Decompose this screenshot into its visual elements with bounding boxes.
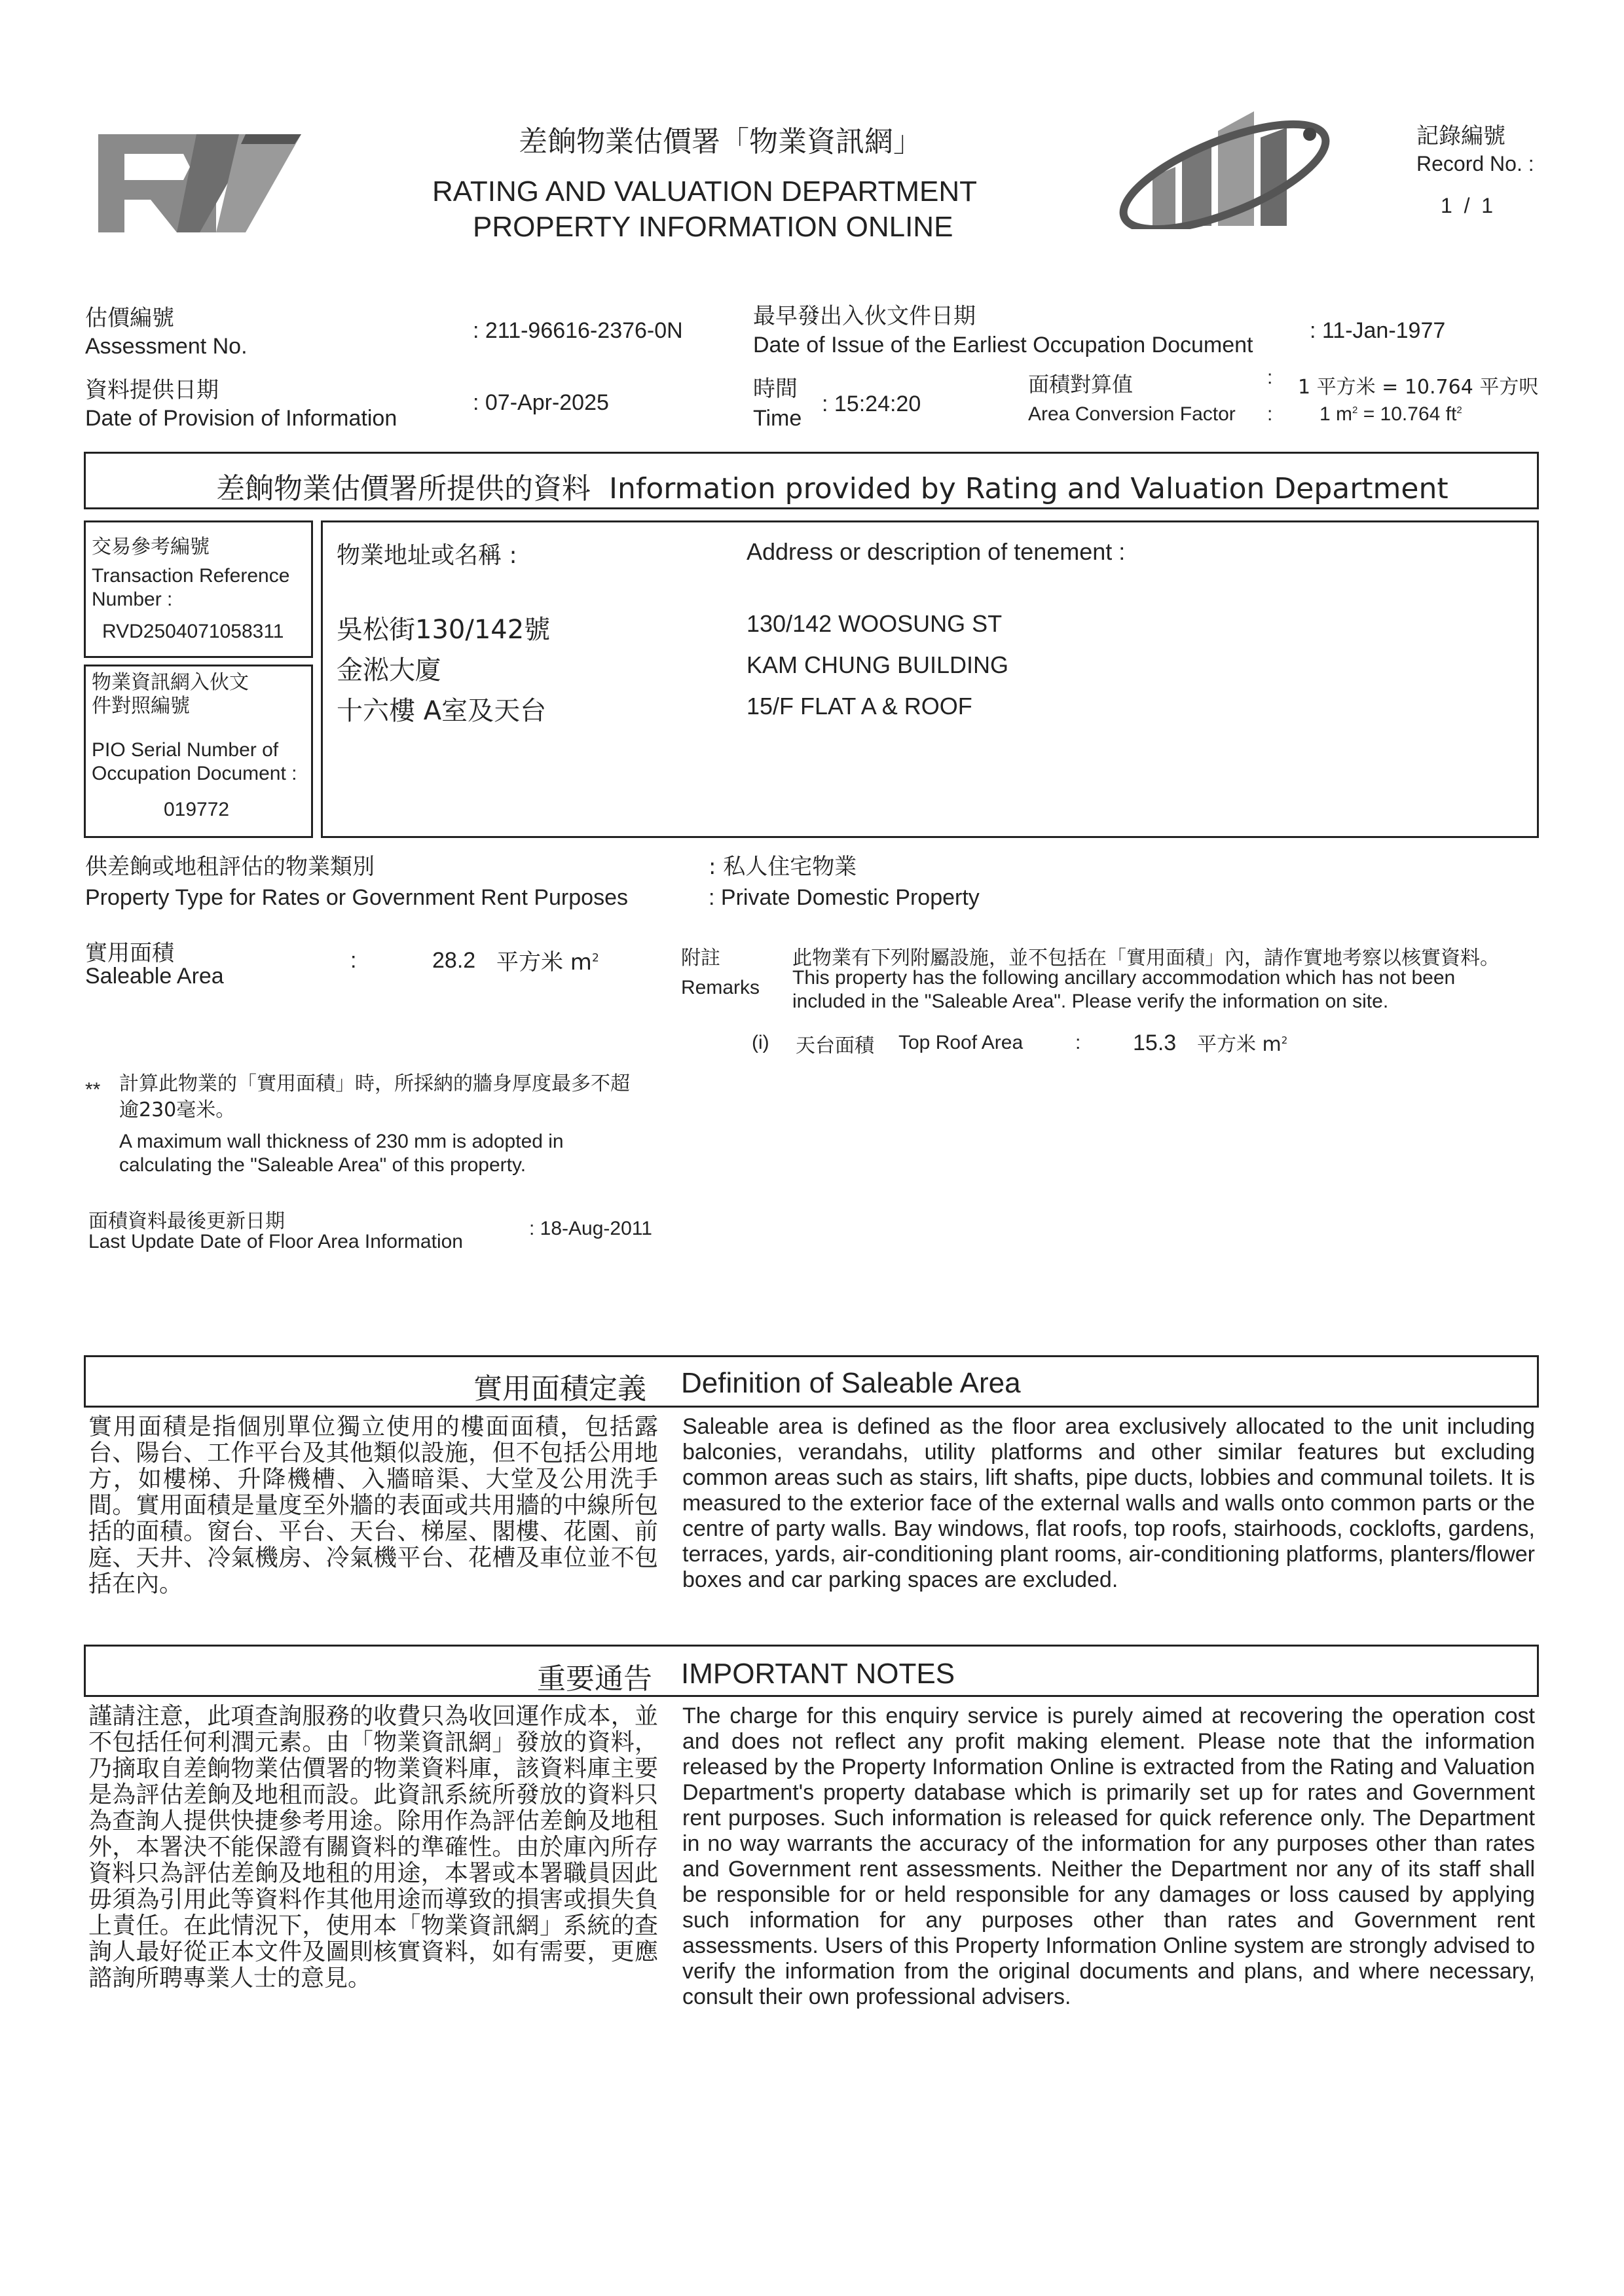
wall-note-zh: 計算此物業的「實用面積」時，所採納的牆身厚度最多不超逾230毫米。 [119, 1072, 630, 1121]
remarks-label-en: Remarks [681, 977, 760, 998]
earliest-doc-label-en: Date of Issue of the Earliest Occupation Document [753, 333, 1253, 357]
conversion-label-zh: 面積對算值 [1028, 372, 1134, 397]
provision-label-en: Date of Provision of Information [85, 406, 397, 431]
remarks-item-index: (i) [752, 1032, 769, 1053]
top-roof-colon: : [1075, 1032, 1081, 1053]
address-en-line3: 15/F FLAT A & ROOF [747, 693, 972, 720]
transaction-label-zh: 交易參考編號 [92, 536, 210, 558]
address-zh-line2: 金淞大廈 [337, 655, 441, 685]
conversion-colon-1: : [1267, 367, 1273, 388]
saleable-area-label-en: Saleable Area [85, 964, 224, 989]
saleable-area-colon: : [350, 948, 357, 973]
record-number: 1 / 1 [1441, 194, 1494, 217]
assessment-label-zh: 估價編號 [85, 305, 174, 331]
definition-heading-zh: 實用面積定義 [473, 1372, 646, 1406]
pio-label-en: PIO Serial Number of Occupation Document : [92, 739, 297, 784]
title-english-line2: PROPERTY INFORMATION ONLINE [473, 211, 953, 243]
buildings-logo [1113, 105, 1336, 229]
top-roof-label-zh: 天台面積 [796, 1034, 874, 1057]
saleable-area-value: 28.2 [432, 948, 476, 973]
time-label-zh: 時間 [753, 376, 798, 402]
conversion-label-en: Area Conversion Factor [1028, 403, 1236, 425]
rv-logo [85, 128, 301, 239]
top-roof-value: 15.3 [1133, 1030, 1177, 1055]
address-zh-line1: 吳松街130/142號 [337, 615, 551, 645]
notes-text-en: The charge for this enquiry service is purely aimed at recovering the operation cost and does not reflect any profit making element. Please note that the information released by the Property Information Online is extracted from the Rating and Valuation Department's property database which is primarily set up for rates and Government rent purposes. Such information is released for quick reference only. The Department in no way warrants the accuracy of the information for any purposes other than rates and Government rent assessments. Neither the Department nor any of its staff shall be responsible for or held responsible for any damages or loss caused by applying such information for any purposes other than rates and Government rent assessments. Users of this Property Information Online system are strongly advised to verify the information from the original documents and plans, and where necessary, consult their own professional advisers. [682, 1704, 1535, 2009]
property-type-value-zh: : 私人住宅物業 [709, 854, 857, 880]
pio-label-zh: 物業資訊網入伙文件對照編號 [92, 671, 249, 718]
property-type-value-en: : Private Domestic Property [709, 885, 980, 910]
transaction-number: RVD2504071058311 [102, 621, 284, 642]
definition-text-en: Saleable area is defined as the floor area exclusively allocated to the unit including balconies, verandahs, utility platforms and other similar features but excluding common areas such as stairs, lift shafts, pipe ducts, lobbies and communal toilets. It is measured to the exterior face of the external walls and walls onto common parts or the centre of party walls. Bay windows, flat roofs, top roofs, stairhoods, cocklofts, gardens, terraces, yards, air-conditioning plant rooms, air-conditioning platforms, planters/flower boxes and car parking spaces are excluded. [682, 1414, 1535, 1592]
record-label-chinese: 記錄編號 [1416, 123, 1505, 149]
earliest-doc-label-zh: 最早發出入伙文件日期 [753, 303, 976, 329]
notes-heading-en: IMPORTANT NOTES [681, 1658, 955, 1690]
last-update-date: : 18-Aug-2011 [529, 1218, 652, 1239]
notes-heading-zh: 重要通告 [537, 1662, 652, 1696]
pio-serial-number: 019772 [164, 799, 230, 820]
address-zh-line3: 十六樓 A室及天台 [337, 696, 547, 726]
earliest-doc-date: : 11-Jan-1977 [1310, 318, 1446, 343]
provision-label-zh: 資料提供日期 [85, 377, 219, 403]
top-roof-label-en: Top Roof Area [898, 1032, 1024, 1053]
remarks-label-zh: 附註 [681, 947, 720, 970]
address-en-line2: KAM CHUNG BUILDING [747, 651, 1009, 678]
info-banner-title: 差餉物業估價署所提供的資料 Information provided by Rating and Valuation Department [216, 472, 1449, 505]
definition-text-zh: 實用面積是指個別單位獨立使用的樓面面積，包括露台、陽台、工作平台及其他類似設施，但不包括公用地方，如樓梯、升降機槽、入牆暗渠、大堂及公用洗手間。實用面積是量度至外牆的表面或共用牆的中線所包括的面積。窗台、平台、天台、梯屋、閣樓、花園、前庭、天井、冷氣機房、冷氣機平台、花槽及車位並不包括在內。 [88, 1413, 658, 1597]
last-update-label-en: Last Update Date of Floor Area Information [88, 1231, 463, 1252]
conversion-colon-2: : [1267, 403, 1273, 425]
remarks-text-en: This property has the following ancillary accommodation which has not been included in the "Saleable Area". Please verify the information on site. [792, 967, 1456, 1012]
saleable-area-label-zh: 實用面積 [85, 940, 174, 966]
address-label-zh: 物業地址或名稱 : [337, 542, 517, 569]
title-chinese: 差餉物業估價署「物業資訊網」 [519, 125, 922, 158]
wall-note-en: A maximum wall thickness of 230 mm is adopted in calculating the "Saleable Area" of this property. [119, 1131, 564, 1176]
title-english-line1: RATING AND VALUATION DEPARTMENT [432, 175, 978, 208]
remarks-text-zh: 此物業有下列附屬設施，並不包括在「實用面積」內，請作實地考察以核實資料。 [792, 947, 1500, 970]
last-update-label-zh: 面積資料最後更新日期 [88, 1210, 285, 1233]
address-en-line1: 130/142 WOOSUNG ST [747, 610, 1003, 637]
notes-text-zh: 謹請注意，此項查詢服務的收費只為收回運作成本，並不包括任何利潤元素。由「物業資訊網」發放的資料，乃摘取自差餉物業估價署的物業資料庫，該資料庫主要是為評估差餉及地租而設。此資訊系統所發放的資料只為查詢人提供快捷參考用途。除用作為評估差餉及地租外，本署決不能保證有關資料的準確性。由於庫內所存資料只為評估差餉及地租的用途，本署或本署職員因此毋須為引用此等資料作其他用途而導致的損害或損失負上責任。在此情況下，使用本「物業資訊網」系統的查詢人最好從正本文件及圖則核實資料，如有需要，更應諮詢所聘專業人士的意見。 [88, 1703, 658, 1992]
property-type-label-en: Property Type for Rates or Government Rent Purposes [85, 885, 628, 910]
transaction-label-en: Transaction Reference Number : [92, 565, 290, 610]
provision-date: : 07-Apr-2025 [473, 390, 609, 415]
record-label-english: Record No. : [1416, 152, 1534, 175]
assessment-label-en: Assessment No. [85, 334, 248, 359]
top-roof-unit: 平方米 $m^2$ [1197, 1033, 1288, 1056]
conversion-value-1: 1 平方米 = 10.764 平方呎 [1298, 376, 1539, 399]
wall-note-marker: ** [85, 1079, 101, 1101]
time-value: : 15:24:20 [822, 392, 921, 416]
conversion-value-2: 1 $m^2 = 10.764$ $ft^2$ [1320, 403, 1462, 425]
time-label-en: Time [753, 406, 802, 431]
assessment-number: : 211-96616-2376-0N [473, 318, 683, 343]
saleable-area-unit: 平方米 $m^2$ [496, 949, 599, 975]
address-label-en: Address or description of tenement : [747, 538, 1126, 565]
definition-heading-en: Definition of Saleable Area [681, 1367, 1021, 1399]
property-type-label-zh: 供差餉或地租評估的物業類別 [85, 854, 375, 880]
